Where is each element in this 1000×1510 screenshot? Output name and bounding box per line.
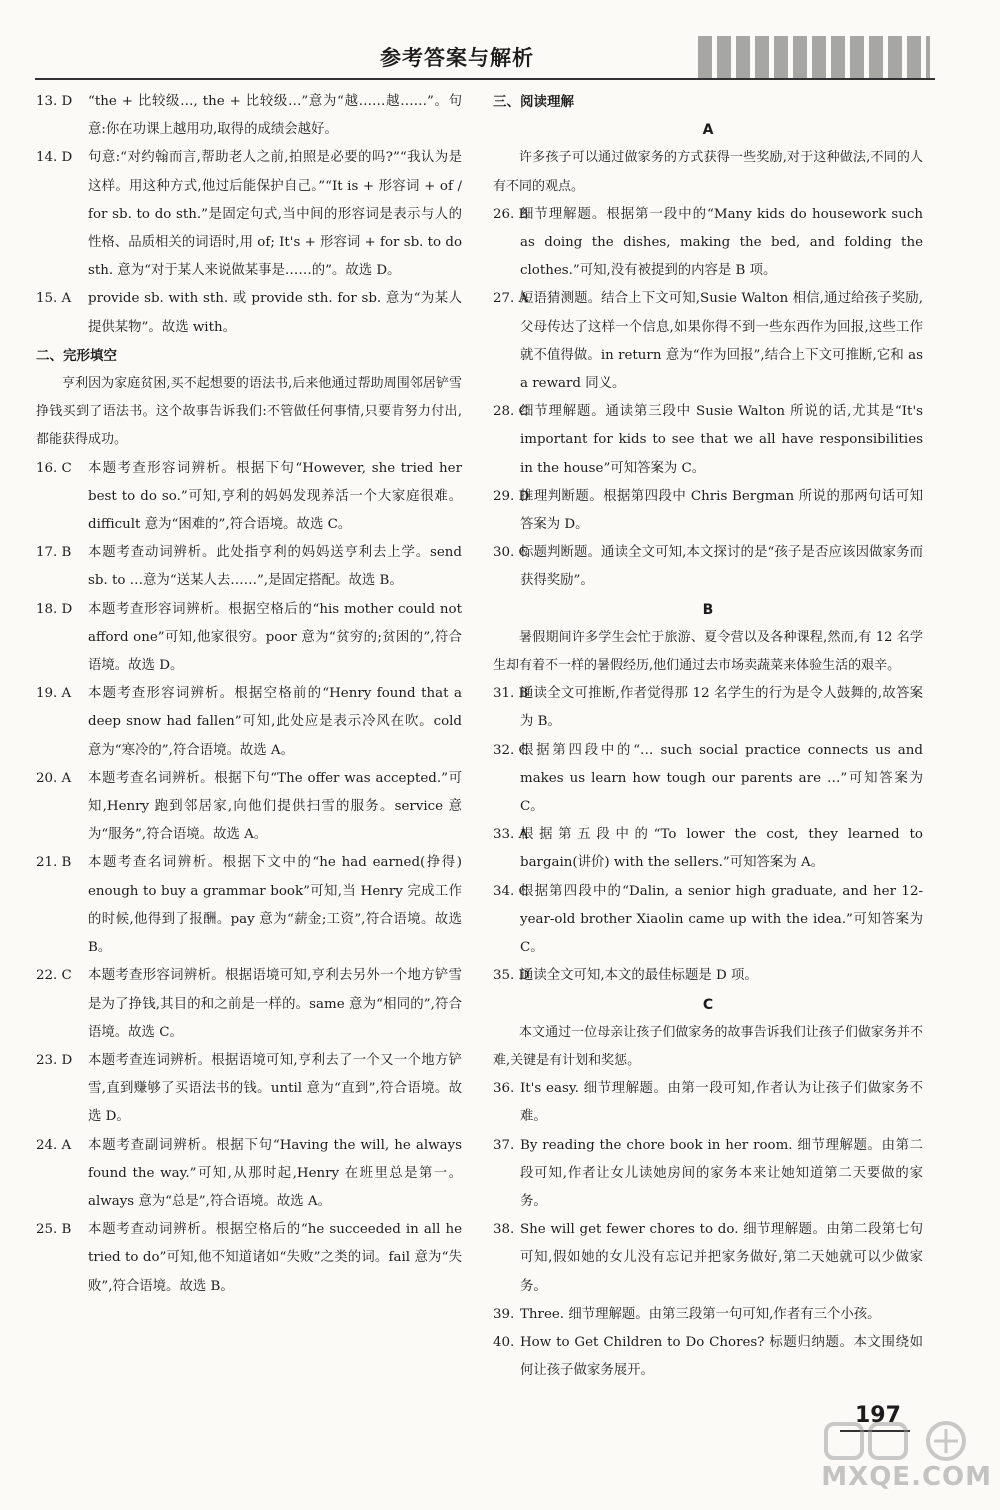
answer-item xyxy=(36,962,462,1047)
answer-item xyxy=(493,1075,923,1131)
answer-text: 本题考查连词辨析。根据语境可知,亨利去了一个又一个地方铲雪,直到赚够了买语法书的钱。until 意为“直到”,符合语境。故选 D。 xyxy=(88,1052,462,1125)
answer-number: 13. D xyxy=(36,94,73,109)
answer-text: provide sb. with sth. 或 provide sth. for sb. 意为“为某人提供某物”。故选 with。 xyxy=(88,291,462,335)
watermark-url: MXQE.COM xyxy=(821,1462,992,1492)
right-column xyxy=(493,88,923,1385)
watermark xyxy=(782,1418,992,1498)
passage-summary-c: 本文通过一位母亲让孩子们做家务的故事告诉我们让孩子们做家务并不难,关键是有计划和奖惩。 xyxy=(493,1024,923,1068)
section-title: 二、完形填空 xyxy=(36,347,117,364)
answer-text: How to Get Children to Do Chores? 标题归纳题。本文围绕如何让孩子做家务展开。 xyxy=(520,1334,923,1379)
answer-item xyxy=(493,962,923,990)
answer-item xyxy=(493,878,923,963)
answer-number: 25. B xyxy=(36,1222,72,1238)
answer-item xyxy=(493,1301,923,1329)
answer-text: 标题判断题。通读全文可知,本文探讨的是“孩子是否应该因做家务而获得奖励”。 xyxy=(520,545,923,589)
answer-number: 38. xyxy=(493,1222,515,1238)
answer-text: 本题考查动词辨析。此处指亨利的妈妈送亨利去上学。send sb. to …意为“送某人去……”,是固定搭配。故选 B。 xyxy=(88,545,462,589)
answer-text: By reading the chore book in her room. 细节理解题。由第二段可知,作者让女儿读她房间的家务本来让她知道第二天要做的家务。 xyxy=(520,1137,923,1209)
answer-number: 14. D xyxy=(36,150,73,166)
answer-item xyxy=(493,483,923,539)
answer-text: 通读全文可知,本文的最佳标题是 D 项。 xyxy=(520,968,758,984)
answer-number: 26. B xyxy=(493,206,529,222)
answer-number: 16. C xyxy=(36,460,72,476)
answer-text: 短语猜测题。结合上下文可知,Susie Walton 相信,通过给孩子奖励,父母传达了这样一个信息,如果你得不到一些东西作为回报,这些工作就不值得做。in return 意为“作为回报”,结合上下文可推断,它和 as a reward 同义。 xyxy=(520,291,923,392)
answer-item xyxy=(36,144,462,285)
answer-number: 29. D xyxy=(493,488,530,504)
answer-item xyxy=(493,398,923,483)
left-column xyxy=(36,88,462,1301)
answer-number: 33. A xyxy=(493,827,529,843)
answer-item xyxy=(36,1216,462,1301)
header-decoration xyxy=(698,36,930,78)
answer-item xyxy=(36,1132,462,1217)
header-rule xyxy=(35,78,935,80)
answer-text: Three. 细节理解题。由第三段第一句可知,作者有三个小孩。 xyxy=(520,1306,881,1322)
answer-text: “the + 比较级…, the + 比较级…”意为“越……越……”。句意:你在功课上越用功,取得的成绩会越好。 xyxy=(88,94,462,138)
answer-item xyxy=(493,821,923,877)
page-title: 参考答案与解析 xyxy=(380,46,534,70)
answer-text: 本题考查形容词辨析。根据语境可知,亨利去另外一个地方铲雪是为了挣钱,其目的和之前是一样的。same 意为“相同的”,符合语境。故选 C。 xyxy=(88,968,462,1040)
answer-item xyxy=(36,285,462,341)
answer-list-b xyxy=(36,455,462,1301)
watermark-logo-icon xyxy=(822,1418,982,1464)
answer-item xyxy=(36,596,462,681)
answer-number: 22. C xyxy=(36,968,72,984)
answer-number: 40. xyxy=(493,1334,515,1350)
answer-text: 本题考查形容词辨析。根据下句“However, she tried her best to do so.”可知,亨利的妈妈发现养活一个大家庭很难。difficult 意为“困难的”,符合语境。故选 C。 xyxy=(88,460,462,533)
answer-text: 句意:“对约翰而言,帮助老人之前,拍照是必要的吗?”“我认为是这样。用这种方式,他过后能保护自己。”“It is + 形容词 + of / for sb. to do sth.”是固定句式,当中间的形容词是表示与人的性格、品质相关的词语时,用 of; It's + 形容词 + for sb. to do sth. 意为“对于某人来说做某事是……的”。故选 D。 xyxy=(88,150,462,279)
answer-text: 根据第四段中的“… such social practice connects us and makes us learn how tough our parents are …”可知答案为 C。 xyxy=(520,742,923,815)
answer-item xyxy=(36,849,462,962)
answer-list-a xyxy=(36,88,462,342)
answer-text: 推理判断题。根据第四段中 Chris Bergman 所说的那两句话可知答案为 D。 xyxy=(520,488,923,533)
answer-number: 32. C xyxy=(493,742,529,758)
answer-text: 本题考查副词辨析。根据下句“Having the will, he always found the way.”可知,从那时起,Henry 在班里总是第一。always 意为“总是”,符合语境。故选 A。 xyxy=(88,1137,462,1209)
answer-text: 根据第四段中的“Dalin, a senior high graduate, and her 12-year-old brother Xiaolin came up with the idea.”可知答案为 C。 xyxy=(520,883,923,956)
page-number: 197 xyxy=(855,1403,901,1428)
answer-item xyxy=(493,1132,923,1217)
page-header xyxy=(0,0,1000,82)
passage-summary-a: 许多孩子可以通过做家务的方式获得一些奖励,对于这种做法,不同的人有不同的观点。 xyxy=(493,150,923,194)
answer-number: 20. A xyxy=(36,770,72,786)
answer-text: 本题考查名词辨析。根据下文中的“he had earned(挣得) enough to buy a grammar book”可知,当 Henry 完成工作的时候,他得到了报酬。pay 意为“薪金;工资”,符合语境。故选 B。 xyxy=(88,855,462,956)
answer-text: She will get fewer chores to do. 细节理解题。由第二段第七句可知,假如她的女儿没有忘记并把家务做好,第二天她就可以少做家务。 xyxy=(520,1222,923,1294)
answer-text: 本题考查形容词辨析。根据空格后的“his mother could not afford one”可知,他家很穷。poor 意为“贫穷的;贫困的”,符合语境。故选 D。 xyxy=(88,601,462,674)
answer-number: 21. B xyxy=(36,855,72,871)
answer-number: 24. A xyxy=(36,1137,72,1153)
answer-text: 根据第五段中的“To lower the cost, they learned to bargain(讲价) with the sellers.”可知答案为 A。 xyxy=(520,827,923,871)
answer-number: 28. C xyxy=(493,404,529,420)
answer-number: 37. xyxy=(493,1137,515,1153)
answer-number: 19. A xyxy=(36,686,72,702)
passage-label-a: A xyxy=(702,122,714,139)
answer-item xyxy=(493,201,923,286)
answer-text: It's easy. 细节理解题。由第一段可知,作者认为让孩子们做家务不难。 xyxy=(520,1081,923,1125)
answer-number: 18. D xyxy=(36,601,73,617)
answer-number: 17. B xyxy=(36,545,72,561)
answer-item xyxy=(36,539,462,595)
answer-item xyxy=(493,680,923,736)
answer-item xyxy=(36,1047,462,1132)
passage-summary-b: 暑假期间许多学生会忙于旅游、夏令营以及各种课程,然而,有 12 名学生却有着不一样的暑假经历,他们通过去市场卖蔬菜来体验生活的艰辛。 xyxy=(493,629,923,674)
answer-number: 35. D xyxy=(493,968,530,984)
answer-text: 细节理解题。根据第一段中的“Many kids do housework such as doing the dishes, making the bed, and folding the clothes.”可知,没有被提到的内容是 B 项。 xyxy=(520,206,923,279)
answer-item xyxy=(36,765,462,850)
answer-item xyxy=(493,737,923,822)
answer-text: 本题考查形容词辨析。根据空格前的“Henry found that a deep snow had fallen”可知,此处应是表示冷风在吹。cold 意为“寒冷的”,符合语境。故选 A。 xyxy=(88,686,462,758)
section-title: 三、阅读理解 xyxy=(493,94,574,110)
answer-item xyxy=(493,285,923,398)
answer-text: 通读全文可推断,作者觉得那 12 名学生的行为是令人鼓舞的,故答案为 B。 xyxy=(520,686,923,730)
answer-number: 34. C xyxy=(493,883,529,899)
answer-item xyxy=(36,455,462,540)
answer-number: 23. D xyxy=(36,1052,73,1068)
answer-item xyxy=(36,88,462,144)
answer-number: 30. C xyxy=(493,545,529,561)
answer-number: 36. xyxy=(493,1081,515,1097)
answer-number: 27. A xyxy=(493,291,529,307)
answer-number: 31. B xyxy=(493,686,529,702)
passage-label-c: C xyxy=(702,996,714,1013)
answer-item xyxy=(36,680,462,765)
answer-number: 15. A xyxy=(36,291,72,307)
section-summary: 亨利因为家庭贫困,买不起想要的语法书,后来他通过帮助周围邻居铲雪挣钱买到了语法书。这个故事告诉我们:不管做任何事情,只要肯努力付出,都能获得成功。 xyxy=(36,376,462,448)
answer-item xyxy=(493,1329,923,1385)
answer-text: 本题考查动词辨析。根据空格后的“he succeeded in all he tried to do”可知,他不知道诸如“失败”之类的词。fail 意为“失败”,符合语境。故选 B。 xyxy=(88,1222,462,1294)
answer-number: 39. xyxy=(493,1306,515,1322)
answer-item xyxy=(493,1216,923,1301)
answer-text: 细节理解题。通读第三段中 Susie Walton 所说的话,尤其是“It's important for kids to see that we all have responsibilities in the house”可知答案为 C。 xyxy=(520,404,923,476)
answer-text: 本题考查名词辨析。根据下句“The offer was accepted.”可知,Henry 跑到邻居家,向他们提供扫雪的服务。service 意为“服务”,符合语境。故选 A。 xyxy=(88,770,462,843)
passage-label-b: B xyxy=(702,601,714,618)
answer-item xyxy=(493,539,923,595)
